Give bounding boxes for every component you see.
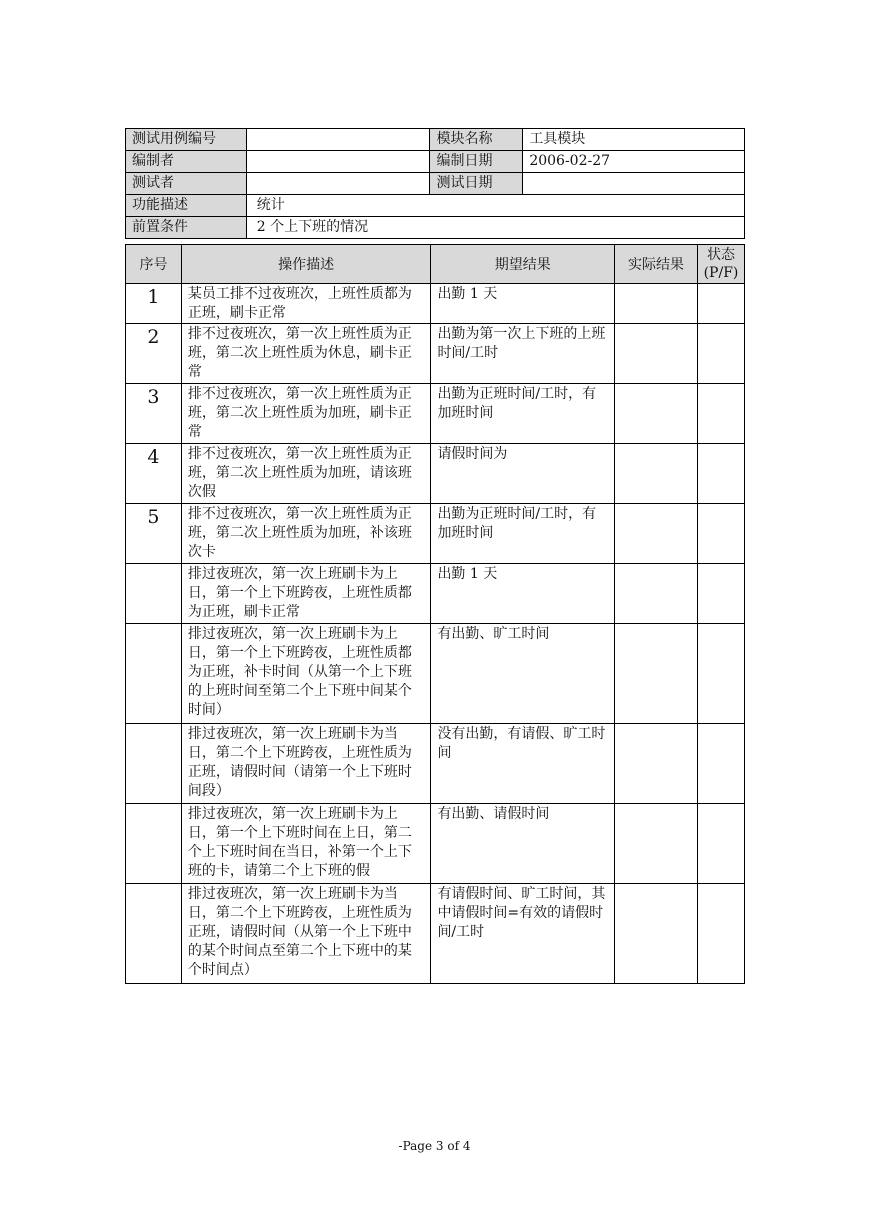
header-value [246,151,430,173]
row-operation: 某员工排不过夜班次，上班性质都为正班，刷卡正常 [181,284,431,324]
row-operation: 排不过夜班次，第一次上班性质为正班，第二次上班性质为休息，刷卡正常 [181,324,431,384]
header-row [126,151,745,173]
row-status [697,884,744,984]
row-actual [615,564,698,624]
header-row-function [126,195,745,217]
header-value: 2 个上下班的情况 [246,217,744,239]
column-header-row [126,245,745,284]
row-number [126,564,182,624]
header-label: 模块名称 [430,129,523,151]
header-row [126,129,745,151]
header-value [246,129,430,151]
row-actual [615,884,698,984]
row-operation: 排不过夜班次，第一次上班性质为正班，第二次上班性质为加班，补该班次卡 [181,504,431,564]
row-actual [615,504,698,564]
row-number: 3 [126,384,182,444]
header-label: 测试日期 [430,173,523,195]
table-row [126,724,745,804]
row-status [697,504,744,564]
col-header-operation: 操作描述 [181,245,431,284]
row-expected: 出勤为正班时间/工时，有加班时间 [431,384,615,444]
header-value: 2006-02-27 [523,151,745,173]
row-expected: 出勤 1 天 [431,564,615,624]
row-number: 1 [126,284,182,324]
row-status [697,564,744,624]
row-expected: 请假时间为 [431,444,615,504]
row-number: 4 [126,444,182,504]
col-header-actual: 实际结果 [615,245,698,284]
header-label: 编制日期 [430,151,523,173]
col-header-status: 状态 (P/F) [697,245,744,284]
row-status [697,284,744,324]
table-row [126,284,745,324]
row-actual [615,324,698,384]
col-header-num: 序号 [126,245,182,284]
row-expected: 出勤为正班时间/工时，有加班时间 [431,504,615,564]
row-number: 2 [126,324,182,384]
row-status [697,444,744,504]
header-label: 测试用例编号 [126,129,247,151]
header-value [523,173,745,195]
page-footer: -Page 3 of 4 [398,1139,471,1153]
table-row [126,564,745,624]
row-operation: 排过夜班次，第一次上班刷卡为上日，第一个上下班跨夜，上班性质都为正班，刷卡正常 [181,564,431,624]
header-label: 功能描述 [126,195,247,217]
row-actual [615,384,698,444]
row-number [126,624,182,724]
row-number [126,884,182,984]
row-operation: 排过夜班次，第一次上班刷卡为当日，第二个上下班跨夜，上班性质为正班，请假时间（从第一个上下班中的某个时间点至第二个上下班中的某个时间点） [181,884,431,984]
row-actual [615,724,698,804]
header-label: 前置条件 [126,217,247,239]
row-status [697,724,744,804]
test-steps-table [125,244,745,984]
table-row [126,504,745,564]
row-status [697,324,744,384]
row-actual [615,624,698,724]
table-body [126,284,745,984]
row-expected: 有出勤、旷工时间 [431,624,615,724]
row-operation: 排不过夜班次，第一次上班性质为正班，第二次上班性质为加班，请该班次假 [181,444,431,504]
row-operation: 排过夜班次，第一次上班刷卡为上日，第一个上下班时间在上日，第二个上下班时间在当日，补第一个上下班的卡，请第二个上下班的假 [181,804,431,884]
row-number [126,804,182,884]
row-actual [615,804,698,884]
row-expected: 有出勤、请假时间 [431,804,615,884]
header-row [126,173,745,195]
row-number [126,724,182,804]
header-label: 测试者 [126,173,247,195]
row-status [697,624,744,724]
row-actual [615,444,698,504]
row-operation: 排不过夜班次，第一次上班性质为正班，第二次上班性质为加班，刷卡正常 [181,384,431,444]
row-number: 5 [126,504,182,564]
header-value [246,173,430,195]
row-operation: 排过夜班次，第一次上班刷卡为上日，第一个上下班跨夜，上班性质都为正班，补卡时间（从第一个上下班的上班时间至第二个上下班中间某个时间） [181,624,431,724]
row-actual [615,284,698,324]
col-header-expected: 期望结果 [431,245,615,284]
table-row [126,444,745,504]
row-status [697,804,744,884]
row-expected: 有请假时间、旷工时间，其中请假时间=有效的请假时间/工时 [431,884,615,984]
header-value: 工具模块 [523,129,745,151]
table-row [126,884,745,984]
row-expected: 出勤 1 天 [431,284,615,324]
table-row [126,624,745,724]
table-row [126,324,745,384]
table-row [126,384,745,444]
header-row-precondition [126,217,745,239]
table-row [126,804,745,884]
header-value: 统计 [246,195,744,217]
row-operation: 排过夜班次，第一次上班刷卡为当日，第二个上下班跨夜，上班性质为正班，请假时间（请第一个上下班时间段） [181,724,431,804]
header-label: 编制者 [126,151,247,173]
row-expected: 出勤为第一次上下班的上班时间/工时 [431,324,615,384]
row-status [697,384,744,444]
row-expected: 没有出勤，有请假、旷工时间 [431,724,615,804]
header-table [125,128,745,239]
